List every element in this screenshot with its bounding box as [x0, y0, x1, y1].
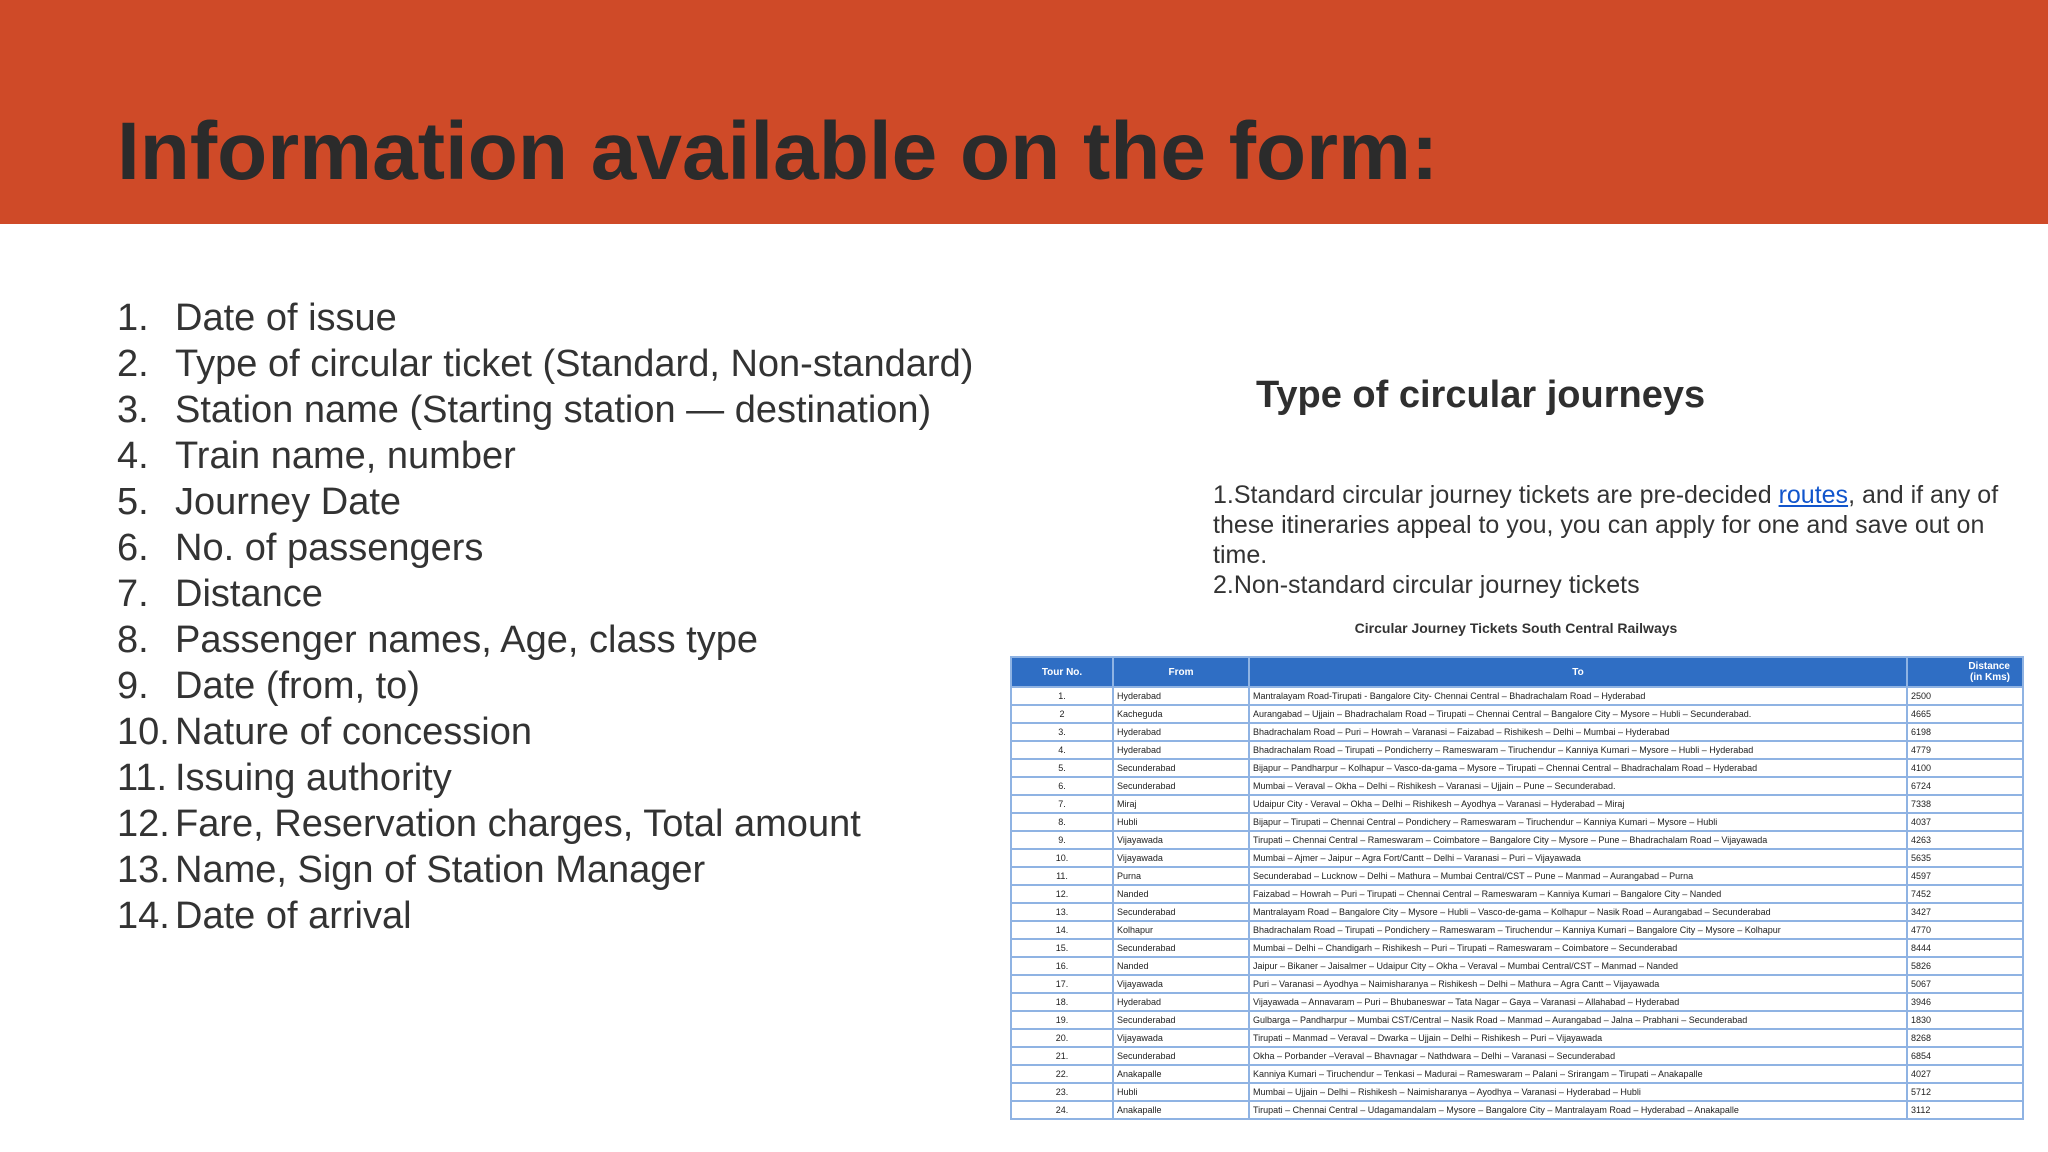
cell-from: Secunderabad — [1113, 1011, 1249, 1029]
table-caption: Circular Journey Tickets South Central Railways — [1354, 620, 1678, 636]
cell-distance: 6724 — [1907, 777, 2023, 795]
cell-distance: 7338 — [1907, 795, 2023, 813]
table-row — [1011, 1011, 2023, 1029]
cell-tour-no: 11. — [1011, 867, 1113, 885]
table-row — [1011, 1101, 2023, 1119]
form-field-number: 12. — [117, 803, 170, 845]
cell-distance: 6854 — [1907, 1047, 2023, 1065]
form-field-text: Nature of concession — [175, 711, 532, 753]
cell-distance: 4100 — [1907, 759, 2023, 777]
form-field-number: 6. — [117, 527, 149, 569]
table-row — [1011, 705, 2023, 723]
cell-to: Jaipur – Bikaner – Jaisalmer – Udaipur City – Okha – Veraval – Mumbai Central/CST – Manmad – Nanded — [1249, 957, 1907, 975]
cell-distance: 5635 — [1907, 849, 2023, 867]
header-tour-no: Tour No. — [1011, 657, 1113, 687]
cell-from: Miraj — [1113, 795, 1249, 813]
form-field-item — [117, 617, 973, 663]
cell-to: Mantralayam Road – Bangalore City – Mysore – Hubli – Vasco-de-gama – Kolhapur – Nasik Road – Aurangabad – Secunderabad — [1249, 903, 1907, 921]
cell-tour-no: 22. — [1011, 1065, 1113, 1083]
form-field-number: 7. — [117, 573, 149, 615]
cell-to: Mumbai – Ajmer – Jaipur – Agra Fort/Cantt – Delhi – Varanasi – Puri – Vijayawada — [1249, 849, 1907, 867]
cell-from: Nanded — [1113, 885, 1249, 903]
journeys-line1-end: , and if any of these itineraries appeal to you, you can apply for one and save out on time. — [1213, 481, 1999, 569]
form-field-text: Date of arrival — [175, 895, 412, 937]
form-field-number: 11. — [117, 757, 168, 799]
cell-to: Bhadrachalam Road – Tirupati – Pondichery – Rameswaram – Tiruchendur – Kanniya Kumari – Bangalore City – Mysore – Kolhapur — [1249, 921, 1907, 939]
form-field-text: Type of circular ticket (Standard, Non-standard) — [175, 343, 974, 385]
cell-from: Kolhapur — [1113, 921, 1249, 939]
cell-distance: 5826 — [1907, 957, 2023, 975]
cell-from: Secunderabad — [1113, 759, 1249, 777]
journeys-description — [1213, 480, 2003, 600]
cell-tour-no: 13. — [1011, 903, 1113, 921]
cell-tour-no: 9. — [1011, 831, 1113, 849]
table-row — [1011, 795, 2023, 813]
cell-tour-no: 24. — [1011, 1101, 1113, 1119]
cell-tour-no: 8. — [1011, 813, 1113, 831]
table-row — [1011, 849, 2023, 867]
form-field-item — [117, 525, 973, 571]
form-field-item — [117, 663, 973, 709]
cell-from: Vijayawada — [1113, 849, 1249, 867]
cell-distance: 1830 — [1907, 1011, 2023, 1029]
cell-tour-no: 20. — [1011, 1029, 1113, 1047]
cell-to: Mumbai – Veraval – Okha – Delhi – Rishikesh – Varanasi – Ujjain – Pune – Secunderabad. — [1249, 777, 1907, 795]
form-field-text: Fare, Reservation charges, Total amount — [175, 803, 861, 845]
form-field-text: No. of passengers — [175, 527, 484, 569]
form-field-number: 10. — [117, 711, 170, 753]
cell-distance: 3946 — [1907, 993, 2023, 1011]
cell-distance: 6198 — [1907, 723, 2023, 741]
form-field-text: Name, Sign of Station Manager — [175, 849, 706, 891]
table-row — [1011, 1065, 2023, 1083]
cell-tour-no: 7. — [1011, 795, 1113, 813]
cell-tour-no: 5. — [1011, 759, 1113, 777]
form-field-text: Journey Date — [175, 481, 402, 523]
table-row — [1011, 759, 2023, 777]
table-row — [1011, 885, 2023, 903]
cell-tour-no: 6. — [1011, 777, 1113, 795]
form-field-item — [117, 571, 973, 617]
cell-to: Tirupati – Manmad – Veraval – Dwarka – Ujjain – Delhi – Rishikesh – Puri – Vijayawada — [1249, 1029, 1907, 1047]
form-field-text: Issuing authority — [175, 757, 452, 799]
form-field-number: 4. — [117, 435, 149, 477]
journeys-heading: Type of circular journeys — [1256, 374, 1706, 416]
table-row — [1011, 687, 2023, 705]
cell-from: Secunderabad — [1113, 939, 1249, 957]
cell-from: Hyderabad — [1113, 723, 1249, 741]
title-banner — [0, 0, 2048, 224]
cell-tour-no: 12. — [1011, 885, 1113, 903]
form-field-text: Date of issue — [175, 297, 397, 339]
cell-distance: 3427 — [1907, 903, 2023, 921]
cell-distance: 8268 — [1907, 1029, 2023, 1047]
cell-tour-no: 2 — [1011, 705, 1113, 723]
journeys-line2: 2.Non-standard circular journey tickets — [1213, 571, 1640, 599]
cell-to: Secunderabad – Lucknow – Delhi – Mathura – Mumbai Central/CST – Pune – Manmad – Aurangabad – Purna — [1249, 867, 1907, 885]
cell-to: Mumbai – Ujjain – Delhi – Rishikesh – Naimisharanya – Ayodhya – Varanasi – Hyderabad – Hubli — [1249, 1083, 1907, 1101]
cell-to: Bijapur – Tirupati – Chennai Central – Pondichery – Rameswaram – Tiruchendur – Kanniya Kumari – Mysore – Hubli — [1249, 813, 1907, 831]
form-field-text: Passenger names, Age, class type — [175, 619, 758, 661]
cell-from: Nanded — [1113, 957, 1249, 975]
table-header-row — [1011, 657, 2023, 687]
circular-journey-table — [1010, 656, 2024, 1120]
form-field-item — [117, 433, 973, 479]
header-to: To — [1249, 657, 1907, 687]
cell-from: Purna — [1113, 867, 1249, 885]
cell-from: Hubli — [1113, 1083, 1249, 1101]
cell-from: Secunderabad — [1113, 777, 1249, 795]
form-field-item — [117, 709, 973, 755]
cell-tour-no: 14. — [1011, 921, 1113, 939]
cell-distance: 5067 — [1907, 975, 2023, 993]
cell-distance: 5712 — [1907, 1083, 2023, 1101]
cell-to: Bhadrachalam Road – Tirupati – Pondicherry – Rameswaram – Tiruchendur – Kanniya Kumari – Mysore – Hubli – Hyderabad — [1249, 741, 1907, 759]
form-field-item — [117, 847, 973, 893]
table-row — [1011, 903, 2023, 921]
form-field-number: 14. — [117, 895, 170, 937]
cell-distance: 4597 — [1907, 867, 2023, 885]
cell-distance: 4263 — [1907, 831, 2023, 849]
cell-from: Hubli — [1113, 813, 1249, 831]
table-row — [1011, 777, 2023, 795]
table-row — [1011, 957, 2023, 975]
cell-distance: 4770 — [1907, 921, 2023, 939]
cell-to: Mumbai – Delhi – Chandigarh – Rishikesh – Puri – Tirupati – Rameswaram – Coimbatore – Secunderabad — [1249, 939, 1907, 957]
cell-tour-no: 17. — [1011, 975, 1113, 993]
form-field-number: 8. — [117, 619, 149, 661]
cell-distance: 4037 — [1907, 813, 2023, 831]
cell-tour-no: 16. — [1011, 957, 1113, 975]
table-row — [1011, 993, 2023, 1011]
cell-tour-no: 4. — [1011, 741, 1113, 759]
cell-to: Mantralayam Road-Tirupati - Bangalore City- Chennai Central – Bhadrachalam Road – Hyderabad — [1249, 687, 1907, 705]
form-field-item — [117, 387, 973, 433]
cell-from: Vijayawada — [1113, 975, 1249, 993]
table-row — [1011, 1029, 2023, 1047]
cell-from: Secunderabad — [1113, 1047, 1249, 1065]
cell-tour-no: 3. — [1011, 723, 1113, 741]
form-field-text: Train name, number — [175, 435, 516, 477]
cell-from: Vijayawada — [1113, 831, 1249, 849]
cell-to: Bijapur – Pandharpur – Kolhapur – Vasco-da-gama – Mysore – Tirupati – Chennai Central – Bhadrachalam Road – Hyderabad — [1249, 759, 1907, 777]
table-row — [1011, 921, 2023, 939]
cell-to: Kanniya Kumari – Tiruchendur – Tenkasi – Madurai – Rameswaram – Palani – Srirangam – Tirupati – Anakapalle — [1249, 1065, 1907, 1083]
form-field-text: Distance — [175, 573, 323, 615]
table-row — [1011, 867, 2023, 885]
cell-to: Udaipur City - Veraval – Okha – Delhi – Rishikesh – Ayodhya – Varanasi – Hyderabad – Miraj — [1249, 795, 1907, 813]
form-field-number: 2. — [117, 343, 149, 385]
form-field-text: Station name (Starting station — destination) — [175, 389, 932, 431]
cell-distance: 8444 — [1907, 939, 2023, 957]
cell-from: Vijayawada — [1113, 1029, 1249, 1047]
form-field-item — [117, 893, 973, 939]
cell-to: Vijayawada – Annavaram – Puri – Bhubaneswar – Tata Nagar – Gaya – Varanasi – Allahabad – Hyderabad — [1249, 993, 1907, 1011]
cell-distance: 7452 — [1907, 885, 2023, 903]
form-field-number: 1. — [117, 297, 149, 339]
cell-to: Aurangabad – Ujjain – Bhadrachalam Road – Tirupati – Chennai Central – Bangalore City – Mysore – Hubli – Secunderabad. — [1249, 705, 1907, 723]
cell-tour-no: 19. — [1011, 1011, 1113, 1029]
cell-from: Anakapalle — [1113, 1065, 1249, 1083]
form-field-item — [117, 755, 973, 801]
cell-to: Faizabad – Howrah – Puri – Tirupati – Chennai Central – Rameswaram – Kanniya Kumari – Bangalore City – Nanded — [1249, 885, 1907, 903]
table-row — [1011, 1047, 2023, 1065]
cell-from: Hyderabad — [1113, 993, 1249, 1011]
header-from: From — [1113, 657, 1249, 687]
cell-tour-no: 1. — [1011, 687, 1113, 705]
form-field-item — [117, 801, 973, 847]
cell-from: Secunderabad — [1113, 903, 1249, 921]
cell-to: Okha – Porbander –Veraval – Bhavnagar – Nathdwara – Delhi – Varanasi – Secunderabad — [1249, 1047, 1907, 1065]
cell-to: Gulbarga – Pandharpur – Mumbai CST/Central – Nasik Road – Manmad – Aurangabad – Jalna – Prabhani – Secunderabad — [1249, 1011, 1907, 1029]
form-field-number: 5. — [117, 481, 149, 523]
cell-to: Tirupati – Chennai Central – Udagamandalam – Mysore – Bangalore City – Mantralayam Road – Hyderabad – Anakapalle — [1249, 1101, 1907, 1119]
cell-from: Hyderabad — [1113, 741, 1249, 759]
page-title: Information available on the form: — [117, 106, 1439, 197]
form-field-item — [117, 295, 973, 341]
table-row — [1011, 723, 2023, 741]
cell-tour-no: 15. — [1011, 939, 1113, 957]
table-row — [1011, 831, 2023, 849]
cell-to: Tirupati – Chennai Central – Rameswaram – Coimbatore – Bangalore City – Mysore – Pune – Bhadrachalam Road – Vijayawada — [1249, 831, 1907, 849]
cell-from: Anakapalle — [1113, 1101, 1249, 1119]
table-row — [1011, 741, 2023, 759]
cell-tour-no: 23. — [1011, 1083, 1113, 1101]
cell-distance: 3112 — [1907, 1101, 2023, 1119]
form-field-item — [117, 341, 973, 387]
cell-distance: 4779 — [1907, 741, 2023, 759]
cell-tour-no: 10. — [1011, 849, 1113, 867]
table-row — [1011, 975, 2023, 993]
form-field-number: 3. — [117, 389, 149, 431]
form-fields-list — [117, 295, 973, 939]
table-row — [1011, 1083, 2023, 1101]
cell-to: Bhadrachalam Road – Puri – Howrah – Varanasi – Faizabad – Rishikesh – Delhi – Mumbai – Hyderabad — [1249, 723, 1907, 741]
cell-from: Hyderabad — [1113, 687, 1249, 705]
cell-distance: 4665 — [1907, 705, 2023, 723]
cell-distance: 2500 — [1907, 687, 2023, 705]
form-field-item — [117, 479, 973, 525]
cell-tour-no: 21. — [1011, 1047, 1113, 1065]
form-field-text: Date (from, to) — [175, 665, 420, 707]
form-field-number: 9. — [117, 665, 149, 707]
routes-link[interactable]: routes — [1778, 481, 1849, 509]
form-field-number: 13. — [117, 849, 170, 891]
header-distance: Distance (in Kms) — [1907, 657, 2023, 687]
table-row — [1011, 939, 2023, 957]
cell-distance: 4027 — [1907, 1065, 2023, 1083]
table-row — [1011, 813, 2023, 831]
journeys-line1-start: 1.Standard circular journey tickets are pre-decided — [1213, 481, 1779, 509]
cell-from: Kacheguda — [1113, 705, 1249, 723]
cell-tour-no: 18. — [1011, 993, 1113, 1011]
cell-to: Puri – Varanasi – Ayodhya – Naimisharanya – Rishikesh – Delhi – Mathura – Agra Cantt – Vijayawada — [1249, 975, 1907, 993]
